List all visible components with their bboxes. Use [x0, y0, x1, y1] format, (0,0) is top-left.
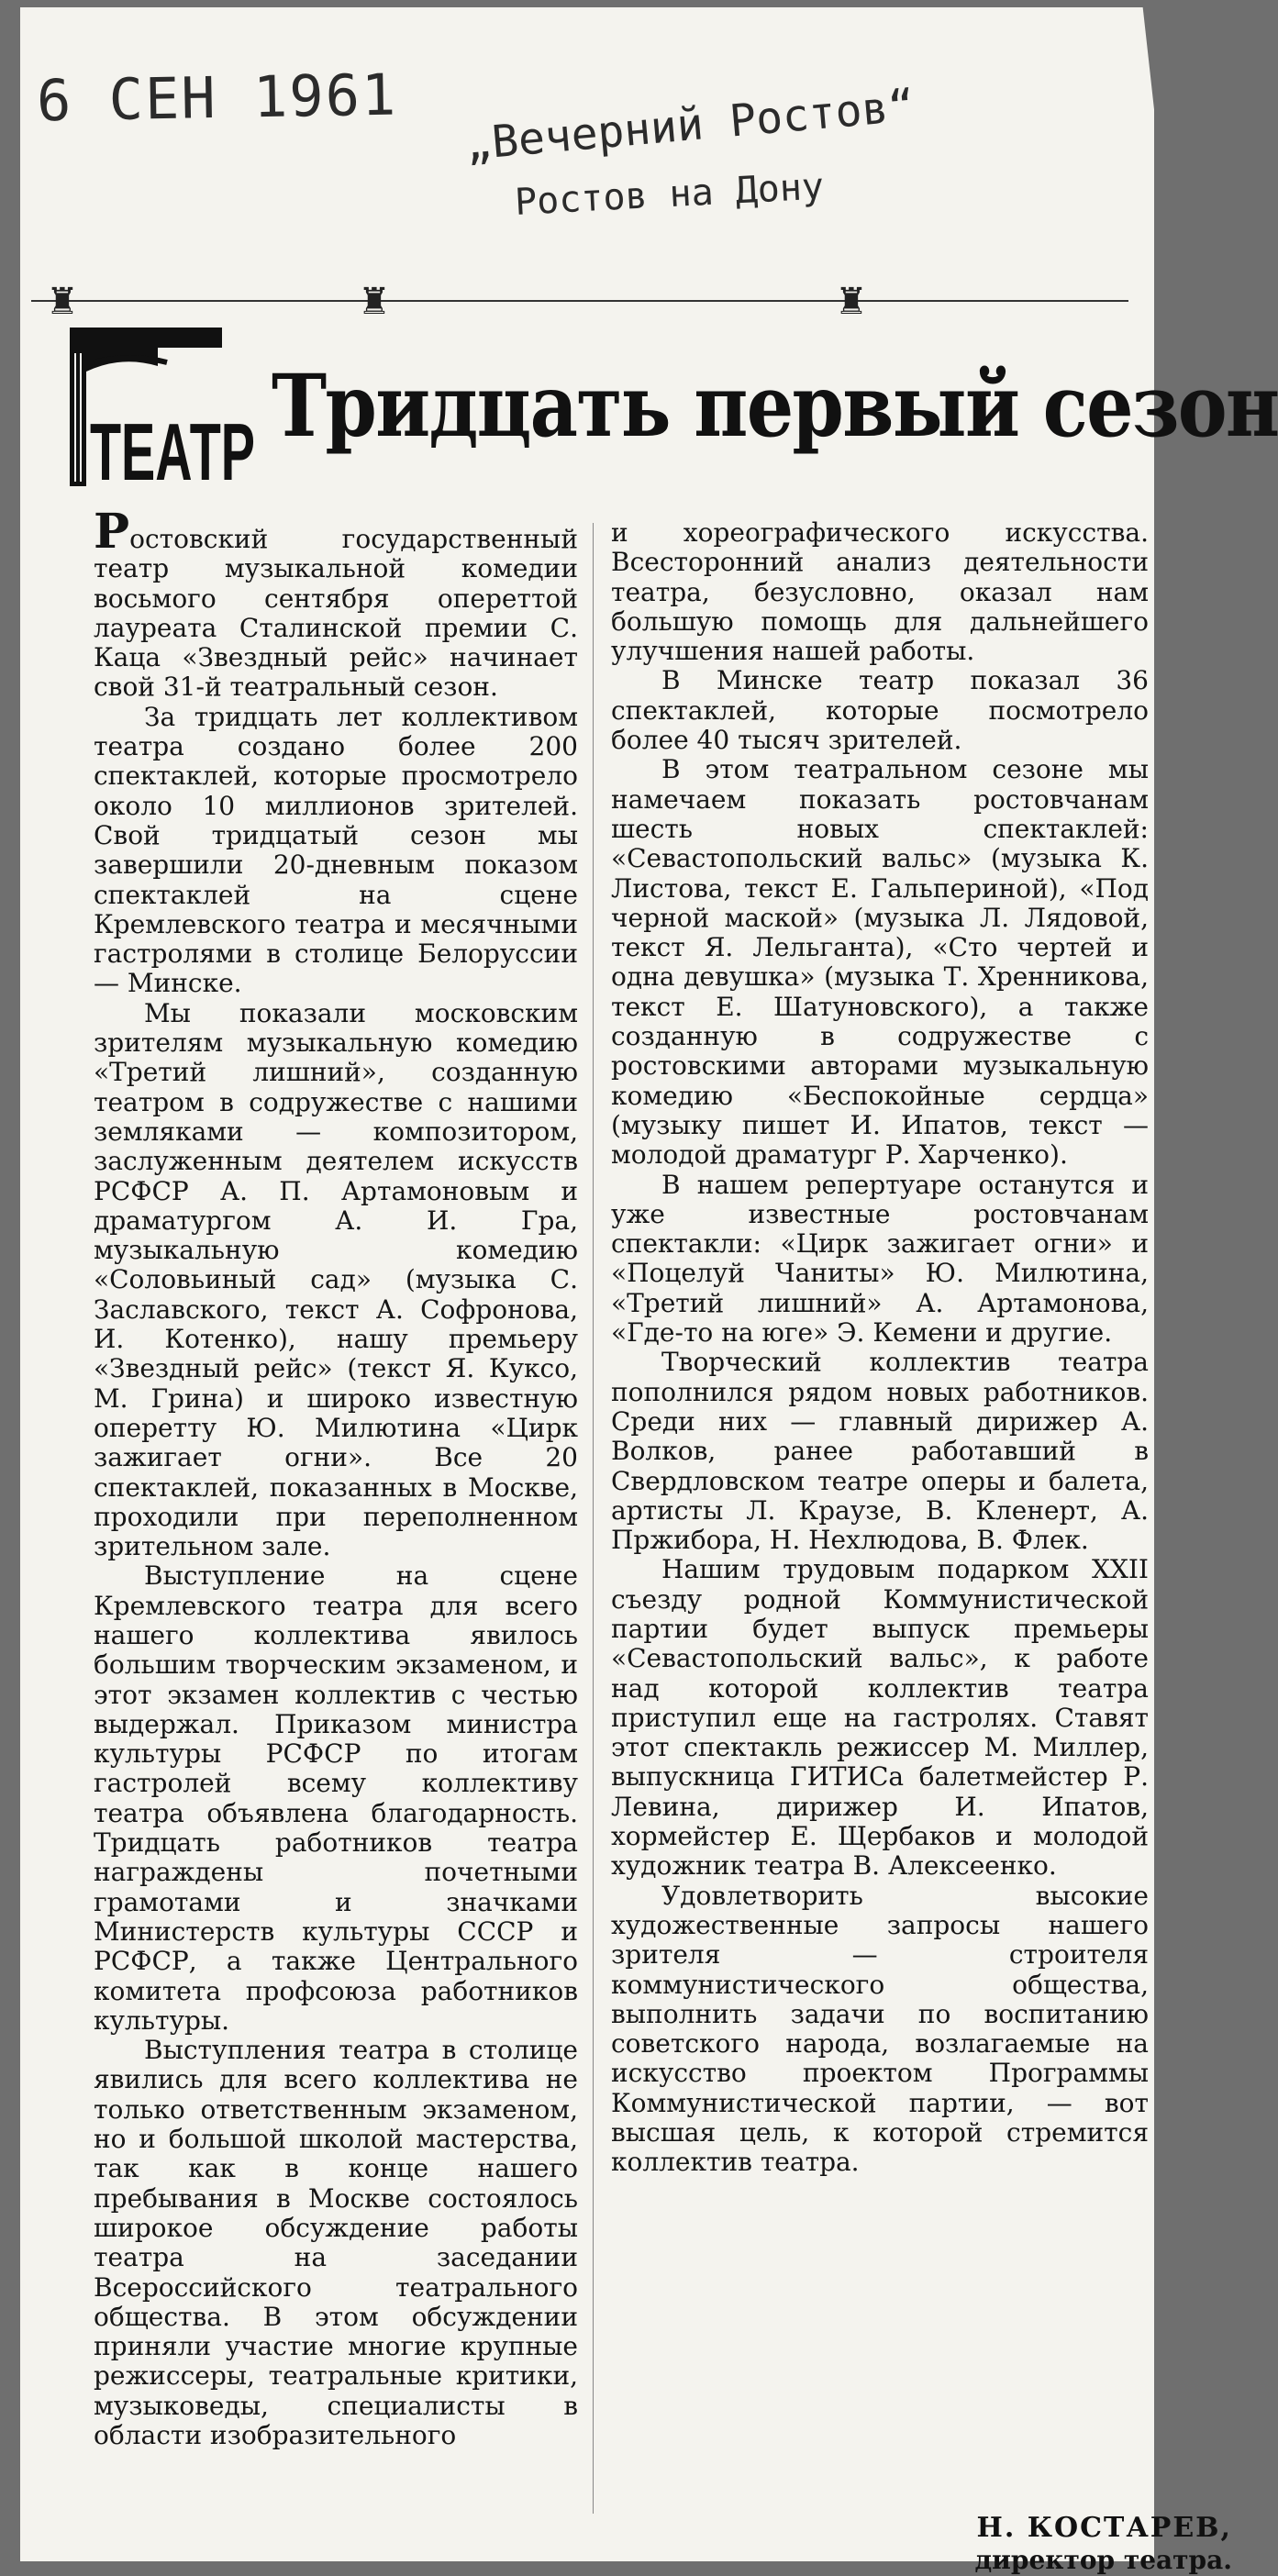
- paragraph: и хореографического искусства. Всесторонний анализ деятельности театра, безусловно, оказал нам большую помощь для дальнейшего улучшения нашей работы.: [611, 517, 1149, 667]
- header-rule: [31, 300, 1128, 302]
- article-left-column: [94, 504, 578, 2450]
- article-right-column: [611, 518, 1149, 2178]
- paragraph: Выступления театра в столице явились для всего коллектива не только ответственным экзаменом, но и большой школой мастерства, так как в конце нашего пребывания в Москве состоялось широкое обсуждение работы театра на заседании Всероссийского театрального общества. В этом обсуждении приняли участие многие крупные режиссеры, театральные критики, музыковеды, специалисты в области изобразительного: [94, 2035, 578, 2450]
- paragraph: За тридцать лет коллективом театра создано более 200 спектаклей, которые просмотрело около 10 миллионов зрителей. Свой тридцатый сезон мы завершили 20-дневным показом спектаклей на сцене Кремлевского театра и месячными гастролями в столице Белоруссии — Минске.: [94, 701, 578, 999]
- headline: Тридцать первый сезон: [272, 356, 1278, 457]
- paragraph: Ростовский государственный театр музыкальной комедии восьмого сентября опереттой лауреата Сталинской премии С. Каца «Звездный рейс» начинает свой 31-й театральный сезон.: [94, 504, 578, 703]
- author-name: Н. КОСТАРЕВ,: [976, 2512, 1232, 2544]
- logo-text: ТЕАТР: [90, 406, 255, 497]
- theatre-logo: [66, 326, 263, 495]
- column-divider: [593, 523, 594, 2514]
- paragraph: В этом театральном сезоне мы намечаем показать ростовчанам шесть новых спектаклей: «Севастопольский вальс» (музыка К. Листова, текст Е. Гальпериной), «Под черной маской» (музыка Л. Лядовой, текст Я. Лельганта), «Сто чертей и одна девушка» (музыка Т. Хренникова, текст Е. Шатуновского), а также созданную в содружестве с ростовскими авторами музыкальную комедию «Беспокойные сердца» (музыку пишет И. Ипатов, текст — молодой драматург Р. Харченко).: [611, 754, 1149, 1171]
- newspaper-name-stamp: „Вечерний Ростов“: [463, 80, 917, 171]
- paragraph: Выступление на сцене Кремлевского театра для всего нашего коллектива явилось большим творческим экзаменом, и этот экзамен коллектив с честью выдержал. Приказом министра культуры РСФСР по итогам гастролей всему коллективу театра объявлена благодарность. Тридцать работников театра награждены почетными грамотами и значками Министерств культуры СССР и РСФСР, а также Центрального комитета профсоюза работников культуры.: [94, 1560, 578, 2036]
- paragraph: В Минске театр показал 36 спектаклей, которые посмотрело более 40 тысяч зрителей.: [611, 665, 1149, 756]
- paragraph: Творческий коллектив театра пополнился рядом новых работников. Среди них — главный дирижер А. Волков, ранее работавший в Свердловском театре оперы и балета, артисты Л. Краузе, В. Кленерт, А. Пржибора, Н. Нехлюдова, В. Флек.: [611, 1347, 1149, 1556]
- ornament-icon: ♜: [46, 281, 79, 323]
- drop-cap: Р: [94, 504, 130, 560]
- paragraph: В нашем репертуаре останутся и уже известные ростовчанам спектакли: «Цирк зажигает огни» и «Поцелуй Чаниты» Ю. Милютина, «Третий лишний» А. Артамонова, «Где-то на юге» Э. Кемени и другие.: [611, 1169, 1149, 1349]
- signature-block: [974, 2512, 1232, 2576]
- city-stamp: Ростов на Дону: [514, 165, 826, 224]
- paragraph: Удовлетворить высокие художественные запросы нашего зрителя — строителя коммунистического общества, выполнить задачи по воспитанию советского народа, возлагаемые на искусство проектом Программы Коммунистической партии, — вот высшая цель, к которой стремится коллектив театра.: [611, 1880, 1149, 2178]
- ornament-icon: ♜: [358, 281, 391, 323]
- author-position: директор театра.: [974, 2545, 1232, 2575]
- paragraph: Нашим трудовым подарком XXII съезду родной Коммунистической партии будет выпуск премьеры «Севастопольский вальс», к работе над которой коллектив театра приступил еще на гастролях. Ставят этот спектакль режиссер М. Миллер, выпускница ГИТИСа балетмейстер Р. Левина, дирижер И. Ипатов, хормейстер Е. Щербаков и молодой художник театра В. Алексеенко.: [611, 1554, 1149, 1882]
- ornament-icon: ♜: [835, 281, 868, 323]
- date-stamp: 6 СЕН 1961: [36, 61, 398, 135]
- paragraph: Мы показали московским зрителям музыкальную комедию «Третий лишний», созданную театром в содружестве с нашими земляками — композитором, заслуженным деятелем искусств РСФСР А. П. Артамоновым и драматургом А. И. Гра, музыкальную комедию «Соловьиный сад» (музыка С. Заславского, текст А. Софронова, И. Котенко), нашу премьеру «Звездный рейс» (текст Я. Куксо, М. Грина) и широко известную оперетту Ю. Милютина «Цирк зажигает огни». Все 20 спектаклей, показанных в Москве, проходили при переполненном зрительном зале.: [94, 997, 578, 1562]
